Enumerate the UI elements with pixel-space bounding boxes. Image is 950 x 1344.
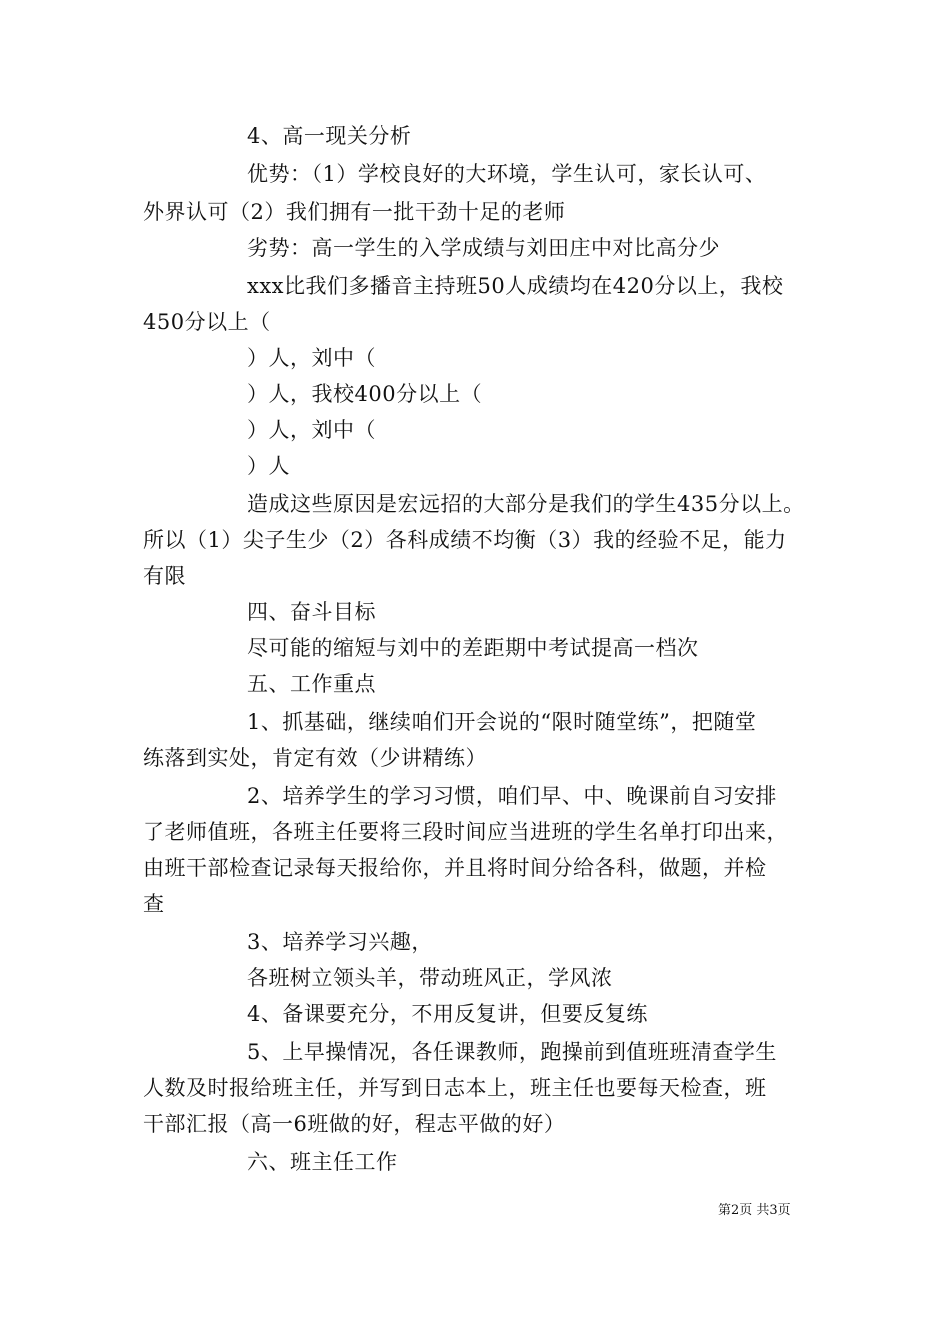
text-line: ）人，我校400分以上（ — [247, 382, 483, 406]
text-line: 4、备课要充分，不用反复讲，但要反复练 — [247, 1002, 648, 1026]
text-line: 450分以上（ — [143, 310, 271, 334]
text-line: 优势：（1）学校良好的大环境，学生认可，家长认可、 — [247, 162, 767, 186]
text-line: 各班树立领头羊，带动班风正，学风浓 — [247, 966, 613, 990]
text-line: 2、培养学生的学习习惯，咱们早、中、晚课前自习安排 — [247, 784, 777, 808]
section-heading: 六、班主任工作 — [247, 1150, 398, 1174]
text-line: xxx比我们多播音主持班50人成绩均在420分以上，我校 — [247, 274, 784, 298]
text-line: 所以（1）尖子生少（2）各科成绩不均衡（3）我的经验不足，能力 — [143, 528, 787, 552]
text-line: 尽可能的缩短与刘中的差距期中考试提高一档次 — [247, 636, 699, 660]
text-line: 1、抓基础，继续咱们开会说的“限时随堂练”，把随堂 — [247, 710, 757, 734]
text-line: 干部汇报（高一6班做的好，程志平做的好） — [143, 1112, 566, 1136]
text-line: 有限 — [143, 564, 186, 588]
text-line: 由班干部检查记录每天报给你，并且将时间分给各科，做题，并检 — [143, 856, 767, 880]
text-line: ）人，刘中（ — [247, 418, 376, 442]
section-heading: 四、奋斗目标 — [247, 600, 376, 624]
text-line: 查 — [143, 892, 165, 916]
text-line: ）人，刘中（ — [247, 346, 376, 370]
text-line: 劣势：高一学生的入学成绩与刘田庄中对比高分少 — [247, 236, 720, 260]
page-number-footer: 第2页 共3页 — [718, 1203, 791, 1218]
text-line: 外界认可（2）我们拥有一批干劲十足的老师 — [143, 200, 566, 224]
text-line: ）人 — [247, 454, 290, 478]
text-line: 5、上早操情况，各任课教师，跑操前到值班班清查学生 — [247, 1040, 777, 1064]
text-line: 4、高一现关分析 — [247, 124, 412, 148]
text-line: 了老师值班，各班主任要将三段时间应当进班的学生名单打印出来， — [143, 820, 788, 844]
text-line: 造成这些原因是宏远招的大部分是我们的学生435分以上。 — [247, 492, 805, 516]
text-line: 3、培养学习兴趣， — [247, 930, 433, 954]
text-line: 人数及时报给班主任，并写到日志本上，班主任也要每天检查，班 — [143, 1076, 767, 1100]
section-heading: 五、工作重点 — [247, 672, 376, 696]
text-line: 练落到实处，肯定有效（少讲精练） — [143, 746, 487, 770]
